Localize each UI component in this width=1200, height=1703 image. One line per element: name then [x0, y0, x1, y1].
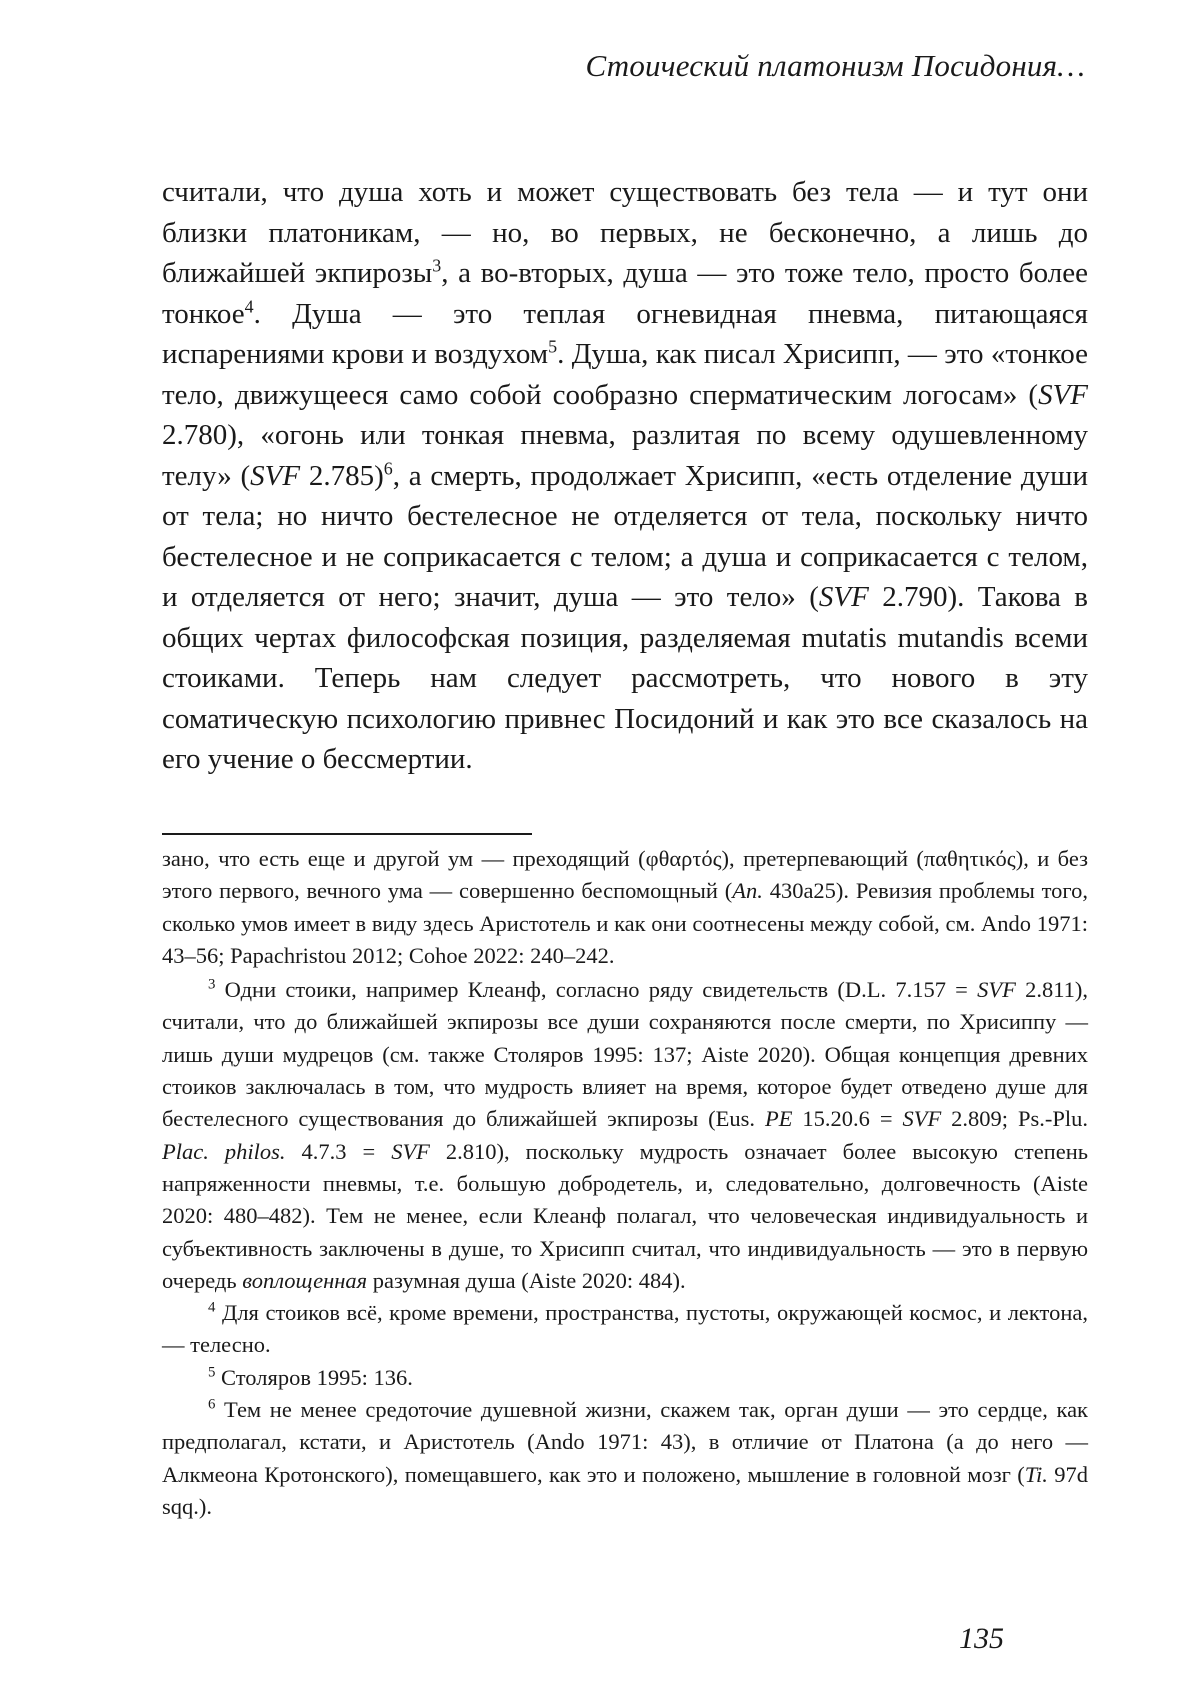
- footnote-3: [162, 974, 1088, 1297]
- citation-svf: SVF: [818, 581, 869, 613]
- footnote-mark: 6: [208, 1396, 216, 1413]
- main-text-segment: 2.790). Такова в общих чертах философская позиция, разделяемая mutatis mutandis всеми стоиками. Теперь нам следует рассмотреть, что нового в эту соматическую психологию привнес Посидоний и как это все сказалось на его учение о бессмертии.: [162, 581, 1088, 775]
- footnote-text: 97d sqq.).: [162, 1461, 1089, 1519]
- footnote-mark: 3: [208, 976, 216, 993]
- footnote-text: 430a25). Ревизия проблемы того, сколько умов имеет в виду здесь Аристотель и как они соотнесены между собой, см. Ando 1971: 43–56; Papachristou 2012; Cohoe 2022: 240–242.: [162, 878, 1088, 968]
- footnote-continuation: [162, 843, 1088, 972]
- footnote-ref-4[interactable]: 4: [244, 295, 254, 316]
- footnote-4: [162, 1297, 1088, 1362]
- footnote-text: Одни стоики, например Клеанф, согласно ряду свидетельств (D.L. 7.157 =: [215, 977, 978, 1003]
- main-paragraph: [162, 172, 1088, 780]
- footnotes: [162, 843, 1088, 1523]
- footnote-ref-5[interactable]: 5: [548, 336, 558, 357]
- footnote-mark: 5: [208, 1364, 216, 1381]
- main-text-segment: 2.785): [300, 459, 384, 492]
- main-text-segment: , а смерть, продолжает Хрисипп, «есть отделение души от тела; но ничто бестелесное не отделяется от тела, поскольку ничто бестелесное и не соприкасается с телом; а душа и соприкасается с телом, и отделяется от него; значит, душа — это тело» (: [162, 459, 1088, 613]
- citation-svf: SVF: [977, 977, 1016, 1003]
- citation-plac: Plac. philos.: [162, 1138, 286, 1164]
- main-text-segment: считали, что душа хоть и может существовать без тела — и тут они близки платоникам, — но, во первых, не бесконечно, а лишь до ближайшей экпирозы: [162, 176, 1088, 289]
- page-number: 135: [959, 1622, 1004, 1655]
- main-text-segment: , а во-вторых, душа — это тоже тело, просто более тонкое: [162, 257, 1088, 330]
- emphasis: воплощенная: [242, 1267, 368, 1293]
- footnote-text: 2.810), поскольку мудрость означает более высокую степень напряженности пневмы, т.е. большую добродетель, и, следовательно, долговечность (Aiste 2020: 480–482). Тем не менее, если Клеанф полагал, что человеческая индивидуальность и субъективность заключены в душе, то Хрисипп считал, что индивидуальность — это в первую очередь: [162, 1138, 1089, 1293]
- footnote-text: 4.7.3 =: [285, 1138, 392, 1164]
- citation-svf: SVF: [1038, 378, 1088, 411]
- main-text-segment: . Душа — это теплая огневидная пневма, питающаяся испарениями крови и воздухом: [162, 297, 1088, 370]
- footnote-text: зано, что есть еще и другой ум — преходящий (φθαρτός), претерпевающий (παθητικός), и без этого первого, вечного ума — совершенно беспомощный (: [162, 846, 1088, 904]
- main-text-segment: 2.780), «огонь или тонкая пневма, разлитая по всему одушевленному телу» (: [162, 419, 1088, 492]
- running-head: Стоический платонизм Посидония…: [585, 48, 1085, 83]
- citation-svf: SVF: [391, 1138, 430, 1164]
- footnote-text: 15.20.6 =: [792, 1106, 903, 1132]
- citation-svf: SVF: [902, 1106, 942, 1132]
- footnote-separator: [162, 833, 532, 835]
- footnote-ref-6[interactable]: 6: [383, 457, 393, 478]
- citation-ti: Ti.: [1024, 1461, 1048, 1487]
- citation-pe: PE: [764, 1106, 793, 1132]
- footnote-ref-3[interactable]: 3: [432, 255, 442, 276]
- main-text-segment: . Душа, как писал Хрисипп, — это «тонкое тело, движущееся само собой сообразно сперматическим логосам» (: [162, 338, 1088, 411]
- footnote-5: [162, 1362, 1088, 1394]
- citation-an: An.: [732, 878, 763, 904]
- footnote-text: Столяров 1995: 136.: [215, 1364, 413, 1390]
- footnote-text: Для стоиков всё, кроме времени, пространства, пустоты, окружающей космос, и лектона, — телесно.: [162, 1300, 1088, 1358]
- footnote-text: 2.811), считали, что до ближайшей экпирозы все души сохраняются после смерти, по Хрисиппу — лишь души мудрецов (см. также Столяров 1995: 137; Aiste 2020). Общая концепция древних стоиков заключалась в том, что мудрость влияет на время, которое будет отведено душе для бестелесного существования до ближайшей экпирозы (Eus.: [162, 977, 1088, 1132]
- citation-svf: SVF: [250, 459, 301, 492]
- footnote-text: 2.809; Ps.-Plu.: [941, 1106, 1088, 1132]
- footnote-mark: 4: [208, 1299, 216, 1316]
- footnote-text: разумная душа (Aiste 2020: 484).: [367, 1267, 686, 1293]
- footnote-text: Тем не менее средоточие душевной жизни, скажем так, орган души — это сердце, как предполагал, кстати, и Аристотель (Ando 1971: 43), в отличие от Платона (а до него — Алкмеона Кротонского), помещавшего, как это и положено, мышление в головной мозг (: [162, 1397, 1088, 1487]
- footnote-6: [162, 1394, 1088, 1523]
